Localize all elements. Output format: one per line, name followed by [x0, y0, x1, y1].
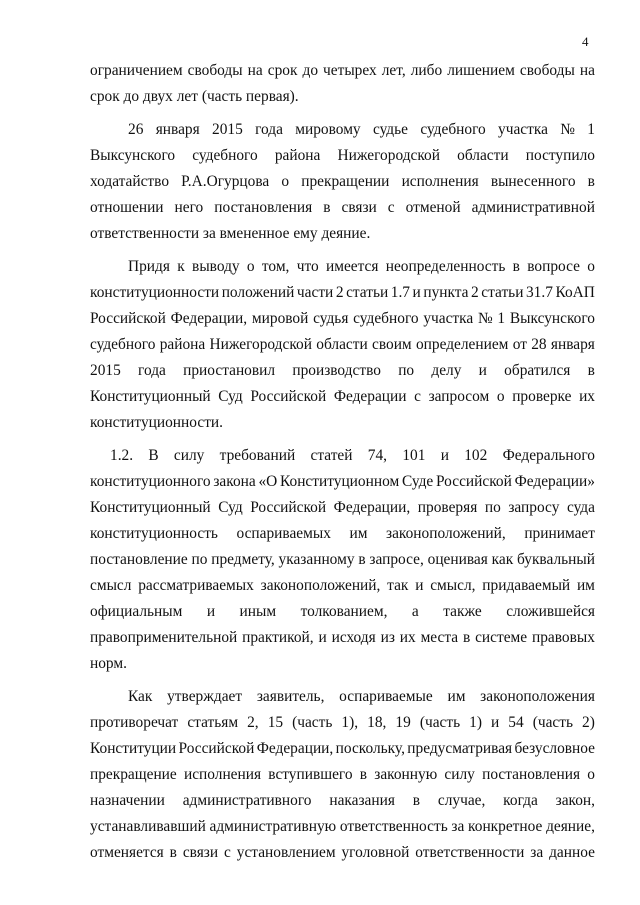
word: Российской — [250, 388, 327, 405]
word: законную — [374, 766, 438, 783]
word: о — [246, 258, 255, 275]
word: предмету, — [211, 551, 275, 568]
word: буквальный — [517, 551, 595, 568]
word: Федерации, — [256, 740, 334, 757]
paragraph — [90, 684, 595, 866]
word: прекращение — [90, 766, 177, 783]
word: Нижегородской — [337, 147, 440, 164]
text-line — [90, 547, 595, 573]
word: конкретное — [468, 818, 543, 835]
word: случае, — [437, 792, 486, 809]
word: Суде — [401, 473, 434, 490]
word: административную — [209, 818, 337, 835]
word: судебного — [353, 310, 419, 327]
word: судебного — [192, 147, 258, 164]
word: проверяя — [417, 499, 478, 516]
word: когда — [503, 792, 538, 809]
word: на — [579, 62, 595, 79]
word: требований — [219, 447, 296, 464]
word: поскольку, — [335, 740, 405, 757]
word: о — [587, 766, 595, 783]
word: том, — [261, 258, 290, 275]
word: поступило — [525, 147, 595, 164]
word: участка — [498, 121, 548, 138]
word: 2 — [335, 284, 344, 301]
word: 101 — [402, 447, 426, 464]
text-line: норм. — [90, 655, 127, 672]
word: 19 — [395, 714, 411, 731]
word: января — [550, 336, 595, 353]
word: Выксунского — [509, 310, 595, 327]
text-line — [90, 443, 595, 469]
word: противоречат — [90, 714, 179, 731]
word: а — [411, 603, 419, 620]
word: прекращении — [301, 173, 390, 190]
word: предусматривая — [407, 740, 513, 757]
word: правоприменительной — [90, 629, 238, 646]
word: как — [491, 551, 514, 568]
paragraph — [90, 443, 595, 677]
word: смысл — [90, 577, 132, 594]
word: конституционность — [90, 525, 218, 542]
word: системе — [475, 629, 528, 646]
word: статей — [310, 447, 353, 464]
word: свободы — [187, 62, 243, 79]
text-line — [90, 521, 595, 547]
word: судебного — [420, 121, 486, 138]
word: постановления — [482, 766, 581, 783]
word: и — [318, 629, 327, 646]
text-line — [90, 495, 595, 521]
word: постановление — [90, 551, 188, 568]
text-line — [90, 625, 595, 651]
word: с — [414, 388, 421, 405]
word: 74, — [367, 447, 388, 464]
word: и — [415, 577, 424, 594]
word: смысл, — [430, 577, 476, 594]
word: их — [579, 388, 595, 405]
word: Российской — [250, 499, 327, 516]
word: выводу — [192, 258, 240, 275]
word: неопределенность — [385, 258, 506, 275]
text-line — [90, 736, 595, 762]
word: в — [323, 199, 331, 216]
word: 2015 — [212, 121, 243, 138]
word: в — [512, 258, 520, 275]
text-line — [90, 332, 595, 358]
text-line — [90, 599, 595, 625]
word: ответственность — [339, 818, 448, 835]
word: уголовной — [341, 844, 410, 861]
word: запросу — [508, 499, 560, 516]
word: отменяется — [90, 844, 164, 861]
text-line — [90, 384, 595, 410]
word: назначении — [90, 792, 165, 809]
word: в — [587, 173, 595, 190]
word: из — [380, 629, 395, 646]
word: (часть — [292, 714, 333, 731]
word: 2, — [247, 714, 259, 731]
word: конституционности — [90, 284, 220, 301]
text-line: ответственности за вмененное ему деяние. — [90, 225, 371, 242]
word: статьям — [187, 714, 239, 731]
text-line — [90, 306, 595, 332]
word: исходя — [331, 629, 376, 646]
word: определением — [415, 336, 509, 353]
text-line — [90, 814, 595, 840]
word: закон, — [555, 792, 595, 809]
word: закона — [213, 473, 256, 490]
word: Р.А.Огурцова — [181, 173, 270, 190]
paragraph — [90, 117, 595, 247]
word: 1) — [469, 714, 482, 731]
word: Российской — [178, 740, 255, 757]
word: связи — [341, 199, 377, 216]
text-line — [90, 254, 595, 280]
word: КоАП — [555, 284, 595, 301]
word: к — [177, 258, 185, 275]
text-line — [90, 169, 595, 195]
word: срок — [267, 62, 298, 79]
word: 1.7 — [390, 284, 411, 301]
word: (часть — [532, 714, 573, 731]
word: участка — [423, 310, 474, 327]
word: Конституционный — [90, 388, 211, 405]
word: по — [398, 362, 415, 379]
word: утверждает — [167, 688, 243, 705]
word: и — [412, 284, 421, 301]
word: района — [159, 336, 206, 353]
word: обратился — [504, 362, 571, 379]
word: 2015 — [90, 362, 121, 379]
word: области — [316, 336, 368, 353]
word: по — [484, 499, 501, 516]
word: до — [302, 62, 319, 79]
word: установлением — [236, 844, 336, 861]
word: статьи — [346, 284, 389, 301]
text-line — [90, 788, 595, 814]
word: четырех — [323, 62, 377, 79]
word: Федерального — [502, 447, 595, 464]
word: им — [576, 577, 595, 594]
word: принимает — [524, 525, 595, 542]
word: конституционного — [90, 473, 211, 490]
word: Суд — [218, 388, 243, 405]
word: ходатайство — [90, 173, 170, 190]
word: устанавливавший — [90, 818, 206, 835]
word: и — [206, 603, 216, 620]
word: на — [247, 62, 263, 79]
text-line — [90, 469, 595, 495]
word: (часть — [419, 714, 461, 731]
word: мировой — [251, 310, 309, 327]
paragraph — [90, 58, 595, 110]
word: Как — [128, 688, 153, 705]
word: лет, — [381, 62, 406, 79]
word: за — [451, 818, 465, 835]
text-line: срок до двух лет (часть первая). — [90, 88, 299, 105]
word: Конституции — [90, 740, 177, 757]
word: судебного — [90, 336, 156, 353]
text-line — [90, 710, 595, 736]
word: 54 — [508, 714, 524, 731]
word: отменой — [405, 199, 461, 216]
word: официальным — [90, 603, 183, 620]
word: имеется — [325, 258, 379, 275]
word: 31.7 — [525, 284, 553, 301]
word: оспариваемых — [236, 525, 331, 542]
word: Федерации, — [170, 310, 248, 327]
word: оспариваемые — [339, 688, 433, 705]
word: придаваемый — [482, 577, 571, 594]
word: Федерации, — [333, 499, 411, 516]
text-line — [90, 573, 595, 599]
word: года — [138, 362, 166, 379]
word: производство — [292, 362, 381, 379]
text-line — [90, 358, 595, 384]
word: что — [296, 258, 319, 275]
word: суда — [566, 499, 595, 516]
word: в — [462, 629, 471, 646]
word: судья — [313, 310, 349, 327]
word: либо — [410, 62, 443, 79]
word: запросом — [428, 388, 490, 405]
word: 1 — [587, 121, 595, 138]
word: и — [491, 714, 500, 731]
word: о — [281, 173, 290, 190]
word: мировому — [295, 121, 361, 138]
text-line — [90, 840, 595, 866]
word: сложившейся — [506, 603, 595, 620]
word: правовых — [531, 629, 595, 646]
word: данное — [549, 844, 595, 861]
word: своим — [372, 336, 412, 353]
text-line: конституционности. — [90, 414, 223, 431]
word: исполнения — [183, 766, 262, 783]
word: деяние, — [546, 818, 595, 835]
word: ограничением — [90, 62, 183, 79]
text-line — [90, 195, 595, 221]
word: района — [274, 147, 321, 164]
word: Российской — [435, 473, 512, 490]
word: 1.2. — [110, 447, 134, 464]
text-line — [90, 143, 595, 169]
text-line — [90, 684, 595, 710]
text-line — [90, 280, 595, 306]
word: о — [496, 388, 505, 405]
word: Конституционном — [280, 473, 400, 490]
word: также — [443, 603, 482, 620]
word: 2 — [471, 284, 479, 301]
text-line — [90, 762, 595, 788]
word: заявитель, — [256, 688, 325, 705]
word: запросе, — [369, 551, 424, 568]
word: законоположений, — [260, 577, 381, 594]
word: делу — [431, 362, 462, 379]
word: силу — [444, 766, 475, 783]
word: 26 — [128, 121, 144, 138]
word: вступившего — [268, 766, 353, 783]
word: 18, — [367, 714, 387, 731]
text-line — [90, 117, 595, 143]
word: судье — [372, 121, 408, 138]
word: 2) — [582, 714, 595, 731]
word: законоположения — [480, 688, 595, 705]
word: постановления — [214, 199, 313, 216]
word: области — [457, 147, 509, 164]
word: января — [155, 121, 200, 138]
page-number: 4 — [582, 34, 589, 49]
word: пункта — [423, 284, 469, 301]
word: ответственности — [415, 844, 525, 861]
word: оценивая — [427, 551, 488, 568]
word: в — [358, 551, 366, 568]
word: о — [587, 258, 595, 275]
word: № — [560, 121, 575, 138]
word: проверке — [512, 388, 572, 405]
word: № — [477, 310, 493, 327]
word: положений — [221, 284, 295, 301]
word: в — [359, 766, 368, 783]
word: административного — [182, 792, 312, 809]
word: в — [587, 362, 595, 379]
word: Федерации» — [514, 473, 595, 490]
word: наказания — [329, 792, 395, 809]
document-body — [90, 58, 595, 866]
word: Придя — [128, 258, 170, 275]
word: Суд — [218, 499, 243, 516]
word: с — [224, 844, 231, 861]
word: приостановил — [183, 362, 276, 379]
word: Федерации — [333, 388, 407, 405]
word: законоположений, — [385, 525, 506, 542]
word: вынесенного — [490, 173, 576, 190]
word: Российской — [90, 310, 166, 327]
word: исполнения — [401, 173, 479, 190]
word: В — [148, 447, 159, 464]
word: места — [420, 629, 459, 646]
word: 1 — [497, 310, 506, 327]
word: свободы — [519, 62, 575, 79]
word: в — [412, 792, 421, 809]
word: толкованием, — [300, 603, 388, 620]
word: 28 — [531, 336, 547, 353]
word: в — [169, 844, 177, 861]
word: и — [440, 447, 449, 464]
word: силу — [173, 447, 205, 464]
word: практикой, — [242, 629, 314, 646]
word: им — [447, 688, 466, 705]
word: административной — [471, 199, 595, 216]
word: им — [349, 525, 368, 542]
word: от — [512, 336, 527, 353]
word: части — [296, 284, 334, 301]
word: 102 — [464, 447, 488, 464]
word: безусловное — [514, 740, 595, 757]
word: него — [174, 199, 204, 216]
word: связи — [182, 844, 219, 861]
word: статьи — [481, 284, 524, 301]
word: Нижегородской — [209, 336, 312, 353]
word: указанному — [278, 551, 355, 568]
word: 1), — [341, 714, 359, 731]
word: с — [387, 199, 395, 216]
word: отношении — [90, 199, 164, 216]
word: за — [530, 844, 544, 861]
word: Конституционный — [90, 499, 211, 516]
word: их — [399, 629, 416, 646]
word: Выксунского — [90, 147, 176, 164]
paragraph — [90, 254, 595, 436]
word: по — [191, 551, 208, 568]
word: так — [387, 577, 409, 594]
word: рассматриваемых — [138, 577, 254, 594]
word: иным — [239, 603, 277, 620]
word: года — [255, 121, 283, 138]
word: лишением — [447, 62, 515, 79]
word: и — [478, 362, 487, 379]
word: вопросе — [527, 258, 580, 275]
text-line — [90, 58, 595, 84]
word: «О — [258, 473, 278, 490]
word: 15 — [267, 714, 284, 731]
